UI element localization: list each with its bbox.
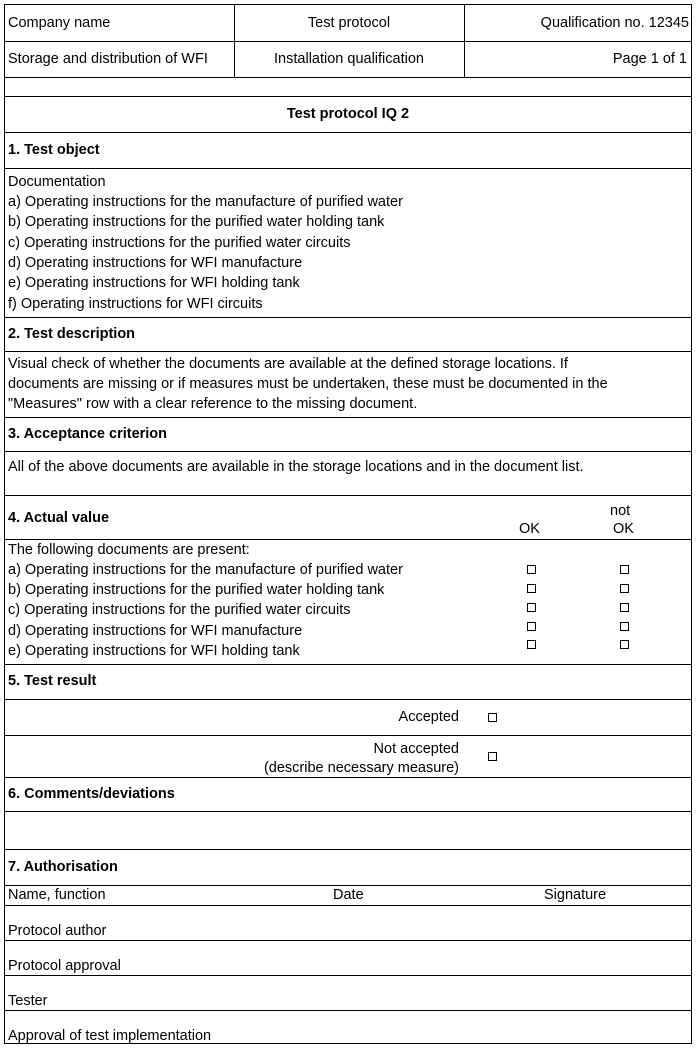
list-item: d) Operating instructions for WFI manufacture [8, 255, 303, 271]
description-line: documents are missing or if measures must be undertaken, these must be documented in the [8, 376, 608, 392]
comments-field[interactable] [5, 811, 691, 849]
section-test-result-heading [5, 664, 691, 699]
qualification-type: Installation qualification [274, 51, 424, 67]
section-actual-value-heading [5, 495, 691, 539]
list-item: f) Operating instructions for WFI circuits [8, 296, 263, 312]
actual-value-heading: 4. Actual value [8, 510, 110, 526]
authorisation-row[interactable] [5, 975, 691, 1010]
page-number: Page 1 of 1 [612, 51, 687, 67]
list-item: a) Operating instructions for the manufacture of purified water [8, 194, 403, 210]
ok-column-label: OK [519, 521, 540, 537]
list-item: c) Operating instructions for the purified water circuits [8, 602, 351, 618]
section-comments-heading [5, 777, 691, 811]
qualification-number: Qualification no. 12345 [540, 15, 689, 31]
list-item: e) Operating instructions for WFI holding tank [8, 643, 300, 659]
list-item: a) Operating instructions for the manufacture of purified water [8, 562, 403, 578]
section-test-description-body [5, 351, 691, 417]
ok-checkbox-b[interactable] [527, 584, 536, 593]
acceptance-text: All of the above documents are available in the storage locations and in the document list. [8, 459, 584, 475]
authorisation-role: Protocol author [8, 923, 107, 939]
title-row [5, 96, 691, 132]
list-item: e) Operating instructions for WFI holding tank [8, 275, 300, 291]
not-ok-checkbox-c[interactable] [620, 603, 629, 612]
section-test-description-heading [5, 317, 691, 351]
authorisation-row[interactable] [5, 1010, 691, 1043]
list-item: b) Operating instructions for the purified water holding tank [8, 214, 385, 230]
not-accepted-checkbox[interactable] [488, 752, 497, 761]
name-function-header: Name, function [8, 887, 106, 903]
not-ok-checkbox-b[interactable] [620, 584, 629, 593]
accepted-label: Accepted [398, 709, 459, 725]
header-row-1 [5, 5, 691, 41]
ok-checkbox-c[interactable] [527, 603, 536, 612]
test-description-heading: 2. Test description [8, 326, 136, 342]
test-result-heading: 5. Test result [8, 673, 97, 689]
authorisation-column-headers [5, 885, 691, 905]
not-accepted-label: Not accepted [373, 741, 459, 757]
section-acceptance-body [5, 451, 691, 495]
section-test-object-heading [5, 132, 691, 168]
section-test-object-body [5, 168, 691, 317]
authorisation-role: Approval of test implementation [8, 1028, 212, 1044]
comments-heading: 6. Comments/deviations [8, 786, 175, 802]
date-header: Date [333, 887, 364, 903]
system-name: Storage and distribution of WFI [8, 51, 208, 67]
authorisation-role: Protocol approval [8, 958, 121, 974]
authorisation-heading: 7. Authorisation [8, 859, 118, 875]
list-item: b) Operating instructions for the purified water holding tank [8, 582, 385, 598]
header-row-2 [5, 41, 691, 77]
not-accepted-hint: (describe necessary measure) [263, 760, 459, 776]
protocol-title: Test protocol IQ 2 [286, 106, 410, 122]
company-name: Company name [8, 15, 111, 31]
spacer-row [5, 77, 691, 96]
ok-checkbox-a[interactable] [527, 565, 536, 574]
section-authorisation-heading [5, 849, 691, 885]
authorisation-row[interactable] [5, 905, 691, 940]
list-item: c) Operating instructions for the purified water circuits [8, 235, 351, 251]
authorisation-row[interactable] [5, 940, 691, 975]
accepted-checkbox[interactable] [488, 713, 497, 722]
ok-checkbox-e[interactable] [527, 640, 536, 649]
not-ok-column-label-1: not [610, 503, 631, 519]
actual-value-intro: The following documents are present: [8, 542, 250, 558]
not-ok-checkbox-e[interactable] [620, 640, 629, 649]
section-actual-value-body [5, 539, 691, 664]
test-object-intro: Documentation [8, 174, 106, 190]
list-item: d) Operating instructions for WFI manufacture [8, 623, 303, 639]
signature-header: Signature [544, 887, 607, 903]
accepted-row [5, 699, 691, 735]
test-protocol-document [4, 4, 692, 1044]
not-ok-checkbox-a[interactable] [620, 565, 629, 574]
not-ok-column-label-2: OK [613, 521, 634, 537]
not-accepted-row [5, 735, 691, 777]
ok-checkbox-d[interactable] [527, 622, 536, 631]
section-acceptance-heading [5, 417, 691, 451]
not-ok-checkbox-d[interactable] [620, 622, 629, 631]
test-object-heading: 1. Test object [8, 142, 100, 158]
description-line: "Measures" row with a clear reference to the missing document. [8, 396, 418, 412]
acceptance-heading: 3. Acceptance criterion [8, 426, 168, 442]
description-line: Visual check of whether the documents are available at the defined storage locations. If [8, 356, 568, 372]
protocol-type: Test protocol [307, 15, 391, 31]
authorisation-role: Tester [8, 993, 48, 1009]
